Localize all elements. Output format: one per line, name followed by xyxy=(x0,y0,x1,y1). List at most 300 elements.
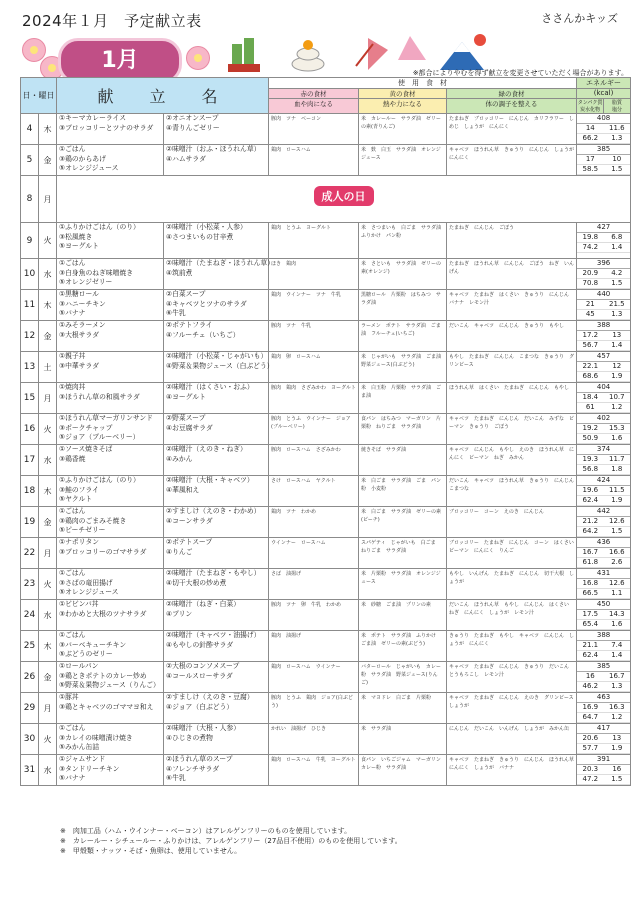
green-foods: ブロッコリー コーン えのき にんじん xyxy=(447,507,577,538)
red-foods: さけ ロースハム ヤクルト xyxy=(269,476,359,507)
green-foods: キャベツ たまねぎ はくさい きゅうり にんじん バナナ レモン汁 xyxy=(447,290,577,321)
fat-value: 10 xyxy=(612,155,622,163)
menu-item: ③バーベキューチキン xyxy=(59,640,127,649)
yellow-foods: 米 じゃがいも サラダ油 ごま油 野菜ジュース(白ぶどう) xyxy=(359,352,447,383)
red-foods: 豚肉 とうふ ウインナー ジョア(ブルーベリー) xyxy=(269,414,359,445)
green-foods: たまねぎ ブロッコリー にんじん カリフラワー しめじ しょうが にんにく xyxy=(447,114,577,145)
fat-value: 12.6 xyxy=(609,579,625,587)
protein-value: 21 xyxy=(585,300,595,308)
fat-value: 10.7 xyxy=(609,393,625,401)
table-row xyxy=(21,538,631,569)
menu-item: ④野菜＆果物ジュース（白ぶどう） xyxy=(166,361,274,370)
menu-item: ④ジョア（白ぶどう） xyxy=(166,702,234,711)
menu-col-left xyxy=(57,724,164,755)
menu-item: ⑤ぶどうのゼリー xyxy=(59,650,113,658)
salt-value: 1.5 xyxy=(611,279,623,287)
yellow-food-sub: 熱や力になる xyxy=(359,99,447,114)
menu-col-left xyxy=(57,114,164,145)
protein-value: 21.2 xyxy=(582,517,599,525)
menu-item: ⑤ヤクルト xyxy=(59,495,93,503)
protein-value: 18.4 xyxy=(582,393,599,401)
nutrition-cell xyxy=(577,693,631,724)
energy-value: 440 xyxy=(577,290,630,300)
carb-value: 56.8 xyxy=(582,465,599,473)
menu-item: ②味噌汁（えのき・ねぎ） xyxy=(166,445,247,453)
row-weekday: 土 xyxy=(39,352,57,383)
menu-item: ⑤ジョア（ブルーベリー） xyxy=(59,433,140,441)
yellow-foods: ラーメン ポテト サラダ油 ごま油 フルーチェ(いちご) xyxy=(359,321,447,352)
menu-item: ③鶏とキャベツのゴママヨ和え xyxy=(59,702,154,711)
salt-value: 1.6 xyxy=(611,434,623,442)
table-row xyxy=(21,290,631,321)
red-foods: 鶏肉 とうふ ヨーグルト xyxy=(269,223,359,259)
menu-item: ④コールスローサラダ xyxy=(166,671,233,680)
yellow-foods: スパゲティ じゃがいも 白ごま ねりごま サラダ油 xyxy=(359,538,447,569)
menu-item: ③鮭のフライ xyxy=(59,485,99,494)
menu-item: ⑤オレンジジュース xyxy=(59,164,119,172)
menu-item: ④プリン xyxy=(166,609,193,618)
menu-item: ②味噌汁（たまねぎ・もやし） xyxy=(166,569,261,577)
red-foods: 豚肉 ロースハム さざみかわ xyxy=(269,445,359,476)
menu-col-right xyxy=(164,383,269,414)
green-foods: たまねぎ にんじん ごぼう xyxy=(447,223,577,259)
menu-col-right xyxy=(164,476,269,507)
yellow-foods: 食パン はちみつ マーガリン 片栗粉 ねりごま サラダ油 xyxy=(359,414,447,445)
protein-value: 19.2 xyxy=(582,424,599,432)
energy-value: 396 xyxy=(577,259,630,269)
menu-item: ③ほうれん草の和風サラダ xyxy=(59,392,140,401)
row-weekday: 木 xyxy=(39,290,57,321)
change-notice: ※都合によりやむを得ず献立を変更させていただく場合があります。 xyxy=(412,69,628,77)
menu-col-left xyxy=(57,321,164,352)
green-foods: キャベツ たまねぎ にんじん だいこん みずな ピーマン きゅうり ごぼう xyxy=(447,414,577,445)
protein-value: 16.9 xyxy=(582,703,599,711)
menu-item: ②すましけ（えのき・わかめ） xyxy=(166,507,261,515)
energy-header: エネルギー xyxy=(577,78,631,89)
yellow-foods: 米 白ごま サラダ油 ゼリーの素(ピーチ) xyxy=(359,507,447,538)
row-date: 31 xyxy=(21,755,39,786)
protein-value: 20.9 xyxy=(582,269,599,277)
row-weekday: 火 xyxy=(39,414,57,445)
green-food-header: 緑の食材 xyxy=(447,89,577,99)
menu-item: ②味噌汁（小松菜・じゃがいも） xyxy=(166,352,268,360)
carb-value: 66.5 xyxy=(582,589,599,597)
menu-col-left xyxy=(57,290,164,321)
salt-value: 1.5 xyxy=(611,527,623,535)
fat-value: 16 xyxy=(612,765,622,773)
yellow-foods: 米 砂糖 ごま油 プリンの素 xyxy=(359,600,447,631)
menu-item: ④さつまいもの甘辛煮 xyxy=(166,232,234,241)
menu-col-right xyxy=(164,631,269,662)
materials-header: 使 用 食 材 xyxy=(269,78,577,89)
nutrition-cell xyxy=(577,569,631,600)
menu-item: ③中華サラダ xyxy=(59,361,100,370)
salt-value: 1.5 xyxy=(611,165,623,173)
table-row xyxy=(21,321,631,352)
green-foods: たまねぎ ほうれん草 にんじん ごぼう ねぎ いんげん xyxy=(447,259,577,290)
menu-item: ③松風焼き xyxy=(59,232,93,241)
protein-value: 14 xyxy=(585,124,595,132)
menu-item: ①ごはん xyxy=(59,631,86,639)
holiday-banner xyxy=(57,176,631,223)
menu-item: ①豚丼 xyxy=(59,693,79,701)
fat-header: 脂質 塩分 xyxy=(604,99,631,114)
table-row xyxy=(21,693,631,724)
row-date: 4 xyxy=(21,114,39,145)
menu-col-right xyxy=(164,445,269,476)
menu-item: ②味噌汁（ねぎ・白菜） xyxy=(166,600,241,608)
carb-value: 56.7 xyxy=(582,341,599,349)
row-date: 5 xyxy=(21,145,39,176)
menu-item: ①みそラーメン xyxy=(59,321,106,329)
menu-item: ⑤ヨーグルト xyxy=(59,242,99,250)
fat-value: 6.8 xyxy=(611,233,623,241)
menu-header: 献 立 名 xyxy=(57,78,269,114)
menu-item: ③ハニーチキン xyxy=(59,299,106,308)
menu-col-left xyxy=(57,600,164,631)
red-foods: 鶏肉 ロースハム xyxy=(269,145,359,176)
kcal-unit: (kcal) xyxy=(577,89,631,99)
menu-col-right xyxy=(164,414,269,445)
salt-value: 2.6 xyxy=(611,558,623,566)
menu-item: ⑤ピーチゼリー xyxy=(59,526,106,534)
red-foods: 豚肉 ツナ 牛乳 xyxy=(269,321,359,352)
nutrition-cell xyxy=(577,145,631,176)
nutrition-cell xyxy=(577,223,631,259)
nutrition-cell xyxy=(577,114,631,145)
fat-value: 11.6 xyxy=(609,124,625,132)
energy-value: 385 xyxy=(577,662,630,672)
menu-col-right xyxy=(164,755,269,786)
nutrition-cell xyxy=(577,600,631,631)
green-foods: だいこん キャベツ ほうれん草 きゅうり にんじん こまつな xyxy=(447,476,577,507)
menu-col-right xyxy=(164,507,269,538)
yellow-foods: 米 さといも サラダ油 ゼリーの素(オレンジ) xyxy=(359,259,447,290)
row-date: 12 xyxy=(21,321,39,352)
menu-item: ⑤バナナ xyxy=(59,309,86,317)
fat-value: 12 xyxy=(612,362,622,370)
menu-item: ⑤バナナ xyxy=(59,774,86,782)
menu-item: ②白菜スープ xyxy=(166,290,206,298)
energy-value: 457 xyxy=(577,352,630,362)
menu-item: ③鶏肉のごまみそ焼き xyxy=(59,516,127,525)
row-weekday: 水 xyxy=(39,755,57,786)
menu-item: ②ポテトスープ xyxy=(166,538,213,546)
energy-value: 385 xyxy=(577,145,630,155)
green-foods: だいこん ほうれん草 もやし にんじん はくさい ねぎ にんにく しょうが レモン汁 xyxy=(447,600,577,631)
menu-item: ⑤野菜＆果物ジュース（りんご） xyxy=(59,681,160,689)
nutrition-cell xyxy=(577,414,631,445)
salt-value: 1.8 xyxy=(611,465,623,473)
red-foods: かれい 油揚げ ひじき xyxy=(269,724,359,755)
carb-value: 62.4 xyxy=(582,651,599,659)
energy-value: 463 xyxy=(577,693,630,703)
row-date: 25 xyxy=(21,631,39,662)
fat-value: 13 xyxy=(612,734,622,742)
menu-col-right xyxy=(164,569,269,600)
yellow-foods: 米 マヨドレ 白ごま 片栗粉 xyxy=(359,693,447,724)
energy-value: 436 xyxy=(577,538,630,548)
menu-col-left xyxy=(57,445,164,476)
carb-value: 64.7 xyxy=(582,713,599,721)
menu-item: ①ソース焼きそば xyxy=(59,445,113,453)
menu-item: ④筑前煮 xyxy=(166,268,193,277)
fat-value: 21.5 xyxy=(609,300,625,308)
red-foods: ほき 鶏肉 xyxy=(269,259,359,290)
row-weekday: 水 xyxy=(39,600,57,631)
menu-col-right xyxy=(164,321,269,352)
green-foods: もやし たまねぎ にんじん こまつな きゅうり グリンピース xyxy=(447,352,577,383)
nutrition-cell xyxy=(577,538,631,569)
table-row xyxy=(21,600,631,631)
menu-item: ④切干大根の炒め煮 xyxy=(166,578,227,587)
row-weekday: 水 xyxy=(39,445,57,476)
red-food-sub: 血や肉になる xyxy=(269,99,359,114)
carb-value: 74.2 xyxy=(582,243,599,251)
menu-col-right xyxy=(164,352,274,383)
green-foods: キャベツ にんじん もやし えのき ほうれん草 にんにく ピーマン ねぎ みかん xyxy=(447,445,577,476)
menu-col-left xyxy=(57,507,164,538)
menu-col-left xyxy=(57,223,164,259)
salt-value: 1.3 xyxy=(611,310,623,318)
nutrition-cell xyxy=(577,476,631,507)
fat-value: 7.4 xyxy=(611,641,623,649)
salt-value: 1.2 xyxy=(611,713,623,721)
row-weekday: 月 xyxy=(39,176,57,223)
menu-item: ④フルーチェ（いちご） xyxy=(166,330,240,339)
menu-col-left xyxy=(57,259,164,290)
protein-value: 21.1 xyxy=(582,641,599,649)
menu-col-right xyxy=(164,724,269,755)
holiday-row xyxy=(21,176,631,223)
row-date: 30 xyxy=(21,724,39,755)
fat-value: 4.2 xyxy=(611,269,623,277)
menu-col-right xyxy=(164,538,269,569)
row-date: 9 xyxy=(21,223,39,259)
fat-value: 16.3 xyxy=(609,703,625,711)
protein-value: 17 xyxy=(585,155,595,163)
table-row xyxy=(21,507,631,538)
row-weekday: 火 xyxy=(39,569,57,600)
table-row xyxy=(21,223,631,259)
menu-item: ③さばの竜田揚げ xyxy=(59,578,113,587)
fat-value: 16.7 xyxy=(609,672,625,680)
carb-value: 58.5 xyxy=(582,165,599,173)
energy-value: 402 xyxy=(577,414,630,424)
menu-item: ④ひじきの煮物 xyxy=(166,733,213,742)
menu-item: ⑤オレンジゼリー xyxy=(59,278,113,286)
red-foods: 豚肉 ツナ ベーコン xyxy=(269,114,359,145)
red-food-header: 赤の食材 xyxy=(269,89,359,99)
menu-table xyxy=(20,77,631,786)
menu-col-right xyxy=(164,259,275,290)
nutrition-cell xyxy=(577,631,631,662)
energy-value: 431 xyxy=(577,569,630,579)
menu-item: ①ごはん xyxy=(59,259,86,267)
carb-value: 61 xyxy=(585,403,595,411)
menu-item: ③カレイの味噌漬け焼き xyxy=(59,733,133,742)
table-row xyxy=(21,145,631,176)
red-foods: 鶏肉 ロースハム 牛乳 ヨーグルト xyxy=(269,755,359,786)
menu-item: ②味噌汁（たまねぎ・ほうれん草） xyxy=(166,259,275,267)
menu-item: ③鶏香焼 xyxy=(59,454,86,463)
energy-value: 391 xyxy=(577,755,630,765)
footer-note: ※ カレールー・シチュールー・ふりかけは、アレルゲンフリー（27品目不使用）のものを使用しています。 xyxy=(60,837,402,845)
menu-item: ②ポテトフライ xyxy=(166,321,213,329)
table-row xyxy=(21,259,631,290)
row-date: 26 xyxy=(21,662,39,693)
menu-col-right xyxy=(164,145,269,176)
menu-item: ①ごはん xyxy=(59,569,86,577)
green-foods: もやし いんげん たまねぎ にんじん 切干大根 しょうが xyxy=(447,569,577,600)
menu-col-right xyxy=(164,662,269,693)
carb-value: 45 xyxy=(585,310,595,318)
row-date: 18 xyxy=(21,476,39,507)
protein-value: 22.1 xyxy=(582,362,599,370)
row-date: 15 xyxy=(21,383,39,414)
salt-value: 1.2 xyxy=(611,403,623,411)
green-foods: ブロッコリー たまねぎ にんじん コーン はくさい ピーマン にんにく りんご xyxy=(447,538,577,569)
menu-item: ②野菜スープ xyxy=(166,414,206,422)
green-foods: ほうれん草 はくさい たまねぎ にんじん もやし xyxy=(447,383,577,414)
row-date: 13 xyxy=(21,352,39,383)
red-foods: 鶏肉 ロースハム ウインナー xyxy=(269,662,359,693)
table-row xyxy=(21,662,631,693)
row-weekday: 金 xyxy=(39,321,57,352)
menu-item: ③ポークチャップ xyxy=(59,423,113,432)
protein-value: 17.5 xyxy=(582,610,599,618)
menu-item: ③大根サラダ xyxy=(59,330,100,339)
carb-value: 47.2 xyxy=(582,775,599,783)
energy-value: 417 xyxy=(577,724,630,734)
menu-item: ④華風和え xyxy=(166,485,200,494)
energy-value: 408 xyxy=(577,114,630,124)
menu-item: ①黒糖ロール xyxy=(59,290,99,298)
row-weekday: 金 xyxy=(39,145,57,176)
row-date: 16 xyxy=(21,414,39,445)
menu-item: ④みかん xyxy=(166,454,193,463)
green-foods: キャベツ たまねぎ きゅうり にんじん ほうれん草 にんにく しょうが バナナ xyxy=(447,755,577,786)
nutrition-cell xyxy=(577,445,631,476)
menu-item: ⑥牛乳 xyxy=(166,309,186,317)
menu-col-left xyxy=(57,145,164,176)
footer-note: ※ 肉加工品（ハム・ウインナー・ベーコン）はアレルゲンフリーのものを使用しています。 xyxy=(60,827,352,835)
menu-item: ②すましけ（えのき・豆腐） xyxy=(166,693,254,701)
salt-value: 1.1 xyxy=(611,589,623,597)
menu-item: ①ごはん xyxy=(59,145,86,153)
yellow-foods: 焼きそば サラダ油 xyxy=(359,445,447,476)
row-weekday: 金 xyxy=(39,662,57,693)
menu-item: ③わかめと大根のツナサラダ xyxy=(59,609,147,618)
table-row xyxy=(21,755,631,786)
yellow-foods: 食パン いちごジャム マーガリン カレー粉 サラダ油 xyxy=(359,755,447,786)
energy-value: 404 xyxy=(577,383,630,393)
menu-item: ①ごはん xyxy=(59,724,86,732)
plum-flower-icon xyxy=(22,38,46,62)
red-foods: 豚肉 鶏肉 さざみかわ ヨーグルト xyxy=(269,383,359,414)
menu-item: ③タンドリーチキン xyxy=(59,764,120,773)
menu-item: ②味噌汁（大根・人参） xyxy=(166,724,241,732)
menu-col-left xyxy=(57,693,164,724)
salt-value: 1.4 xyxy=(611,341,623,349)
page-title: 2024年１月 予定献立表 xyxy=(22,12,202,30)
menu-item: ①ナポリタン xyxy=(59,538,100,546)
red-foods: 豚肉 ツナ 卵 牛乳 わかめ xyxy=(269,600,359,631)
menu-item: ③ブロッコリーのゴマサラダ xyxy=(59,547,147,556)
menu-col-right xyxy=(164,600,269,631)
nutrition-cell xyxy=(577,352,631,383)
menu-item: ⑤オレンジジュース xyxy=(59,588,119,596)
red-foods: さば 油揚げ xyxy=(269,569,359,600)
menu-item: ④もやしの針酢サラダ xyxy=(166,640,234,649)
table-row xyxy=(21,414,631,445)
fat-value: 12.6 xyxy=(609,517,625,525)
salt-value: 1.3 xyxy=(611,134,623,142)
menu-item: ①親子丼 xyxy=(59,352,86,360)
energy-value: 442 xyxy=(577,507,630,517)
menu-item: ⑥牛乳 xyxy=(166,774,186,782)
nutrition-cell xyxy=(577,383,631,414)
protein-value: 20.3 xyxy=(582,765,599,773)
red-foods: 鶏肉 卵 ロースハム xyxy=(269,352,359,383)
yellow-foods: 米 ポテト サラダ油 ふりかけ ごま油 ゼリーの素(ぶどう) xyxy=(359,631,447,662)
row-date: 22 xyxy=(21,538,39,569)
fat-value: 14.3 xyxy=(609,610,625,618)
menu-item: ③ブロッコリーとツナのサラダ xyxy=(59,123,154,132)
salt-value: 1.4 xyxy=(611,651,623,659)
fat-value: 16.6 xyxy=(609,548,625,556)
school-name: ささんかキッズ xyxy=(541,12,618,25)
protein-value: 19.8 xyxy=(582,233,599,241)
menu-item: ①ロールパン xyxy=(59,662,99,670)
nutrition-cell xyxy=(577,724,631,755)
menu-item: ②味噌汁（小松菜・人参） xyxy=(166,223,247,231)
yellow-foods: 米 片栗粉 サラダ油 オレンジジュース xyxy=(359,569,447,600)
carb-value: 50.9 xyxy=(582,434,599,442)
green-foods: きゅうり たまねぎ もやし キャベツ にんじん しょうが にんにく xyxy=(447,631,577,662)
salt-value: 1.9 xyxy=(611,744,623,752)
row-weekday: 木 xyxy=(39,476,57,507)
table-row xyxy=(21,724,631,755)
salt-value: 1.9 xyxy=(611,372,623,380)
menu-col-left xyxy=(57,662,164,693)
table-row xyxy=(21,114,631,145)
energy-value: 424 xyxy=(577,476,630,486)
table-row xyxy=(21,445,631,476)
salt-value: 1.9 xyxy=(611,496,623,504)
protein-value: 20.6 xyxy=(582,734,599,742)
row-date: 17 xyxy=(21,445,39,476)
menu-item: ④お豆腐サラダ xyxy=(166,423,213,432)
nutrition-cell xyxy=(577,290,631,321)
row-weekday: 火 xyxy=(39,223,57,259)
red-foods: 鶏肉 油揚げ xyxy=(269,631,359,662)
protein-value: 19.6 xyxy=(582,486,599,494)
carb-value: 46.2 xyxy=(582,682,599,690)
footer-notes xyxy=(60,826,402,856)
yellow-food-header: 黄の食材 xyxy=(359,89,447,99)
row-weekday: 月 xyxy=(39,693,57,724)
red-foods: 豚肉 とうふ 鶏肉 ジョア(白ぶどう) xyxy=(269,693,359,724)
menu-col-right xyxy=(164,290,269,321)
date-header: 日・曜日 xyxy=(21,78,57,114)
row-date: 23 xyxy=(21,569,39,600)
menu-item: ②味噌汁（キャベツ・油揚げ） xyxy=(166,631,261,639)
yellow-foods: 米 白ごま サラダ油 ごま パン粉 小麦粉 xyxy=(359,476,447,507)
menu-col-left xyxy=(57,352,164,383)
fat-value: 11.7 xyxy=(609,455,625,463)
menu-item: ①ビビンバ丼 xyxy=(59,600,99,608)
